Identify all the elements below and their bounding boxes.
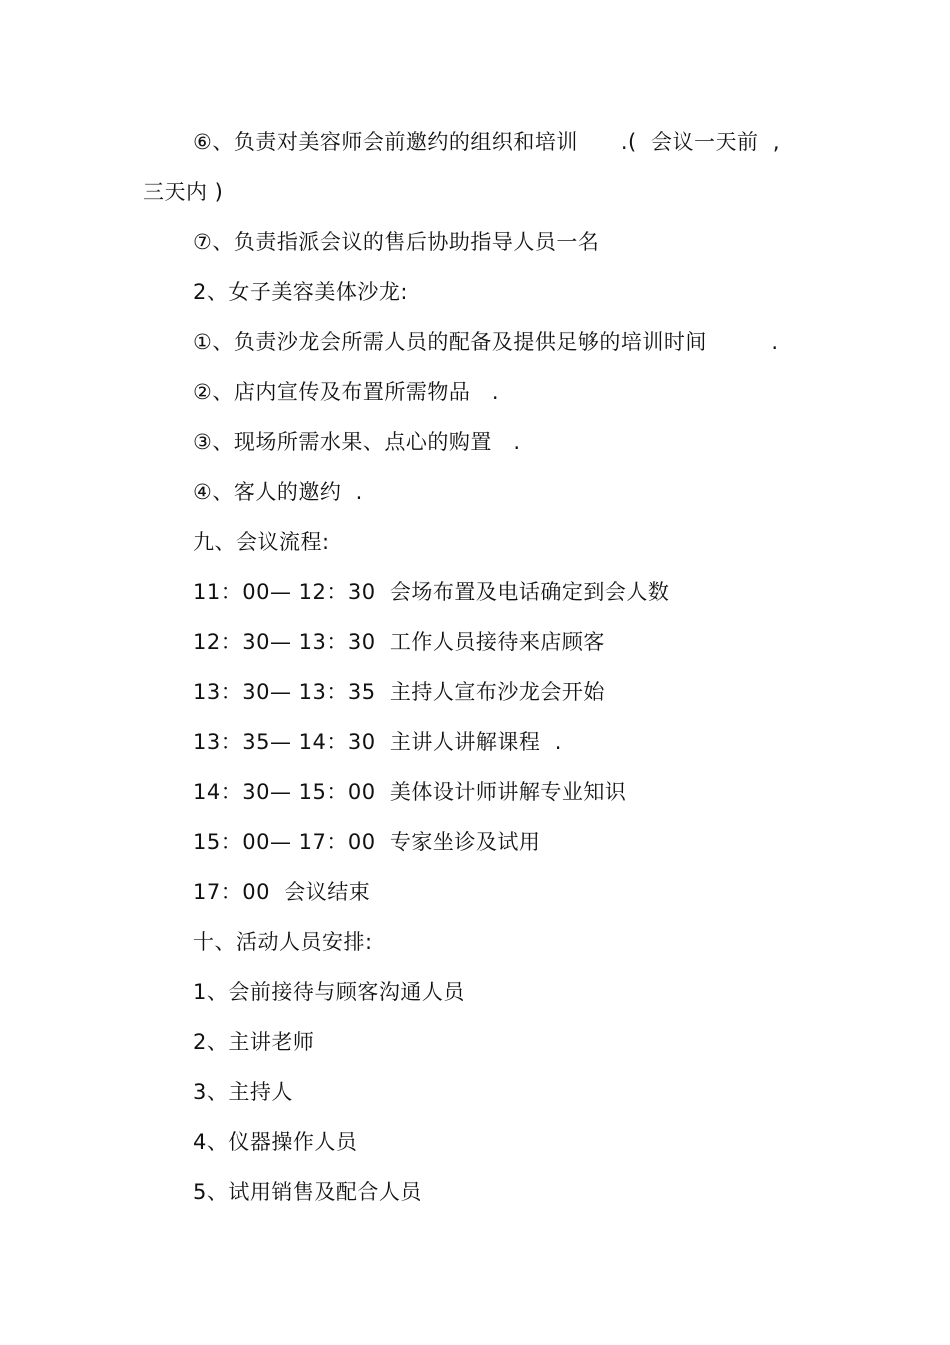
- schedule-item: 15：00— 17：00 专家坐诊及试用: [193, 830, 541, 854]
- section-heading: 九、会议流程:: [193, 530, 330, 554]
- staff-item: 2、主讲老师: [193, 1030, 315, 1054]
- staff-item: 5、试用销售及配合人员: [193, 1180, 422, 1204]
- text-line: ③、现场所需水果、点心的购置 .: [193, 430, 521, 454]
- staff-item: 4、仪器操作人员: [193, 1130, 358, 1154]
- text-line: ④、客人的邀约 .: [193, 480, 363, 504]
- text-line: ①、负责沙龙会所需人员的配备及提供足够的培训时间 .: [193, 330, 779, 354]
- text-line: ⑥、负责对美容师会前邀约的组织和培训 .( 会议一天前 ,: [193, 130, 781, 154]
- schedule-item: 17：00 会议结束: [193, 880, 371, 904]
- text-line: ⑦、负责指派会议的售后协助指导人员一名: [193, 230, 600, 254]
- section-heading: 2、女子美容美体沙龙:: [193, 280, 408, 304]
- staff-item: 3、主持人: [193, 1080, 293, 1104]
- text-line: 三天内 ): [143, 180, 224, 204]
- schedule-item: 11：00— 12：30 会场布置及电话确定到会人数: [193, 580, 670, 604]
- section-heading: 十、活动人员安排:: [193, 930, 373, 954]
- schedule-item: 12：30— 13：30 工作人员接待来店顾客: [193, 630, 605, 654]
- schedule-item: 14：30— 15：00 美体设计师讲解专业知识: [193, 780, 627, 804]
- schedule-item: 13：30— 13：35 主持人宣布沙龙会开始: [193, 680, 605, 704]
- text-line: ②、店内宣传及布置所需物品 .: [193, 380, 500, 404]
- schedule-item: 13：35— 14：30 主讲人讲解课程 .: [193, 730, 562, 754]
- staff-item: 1、会前接待与顾客沟通人员: [193, 980, 465, 1004]
